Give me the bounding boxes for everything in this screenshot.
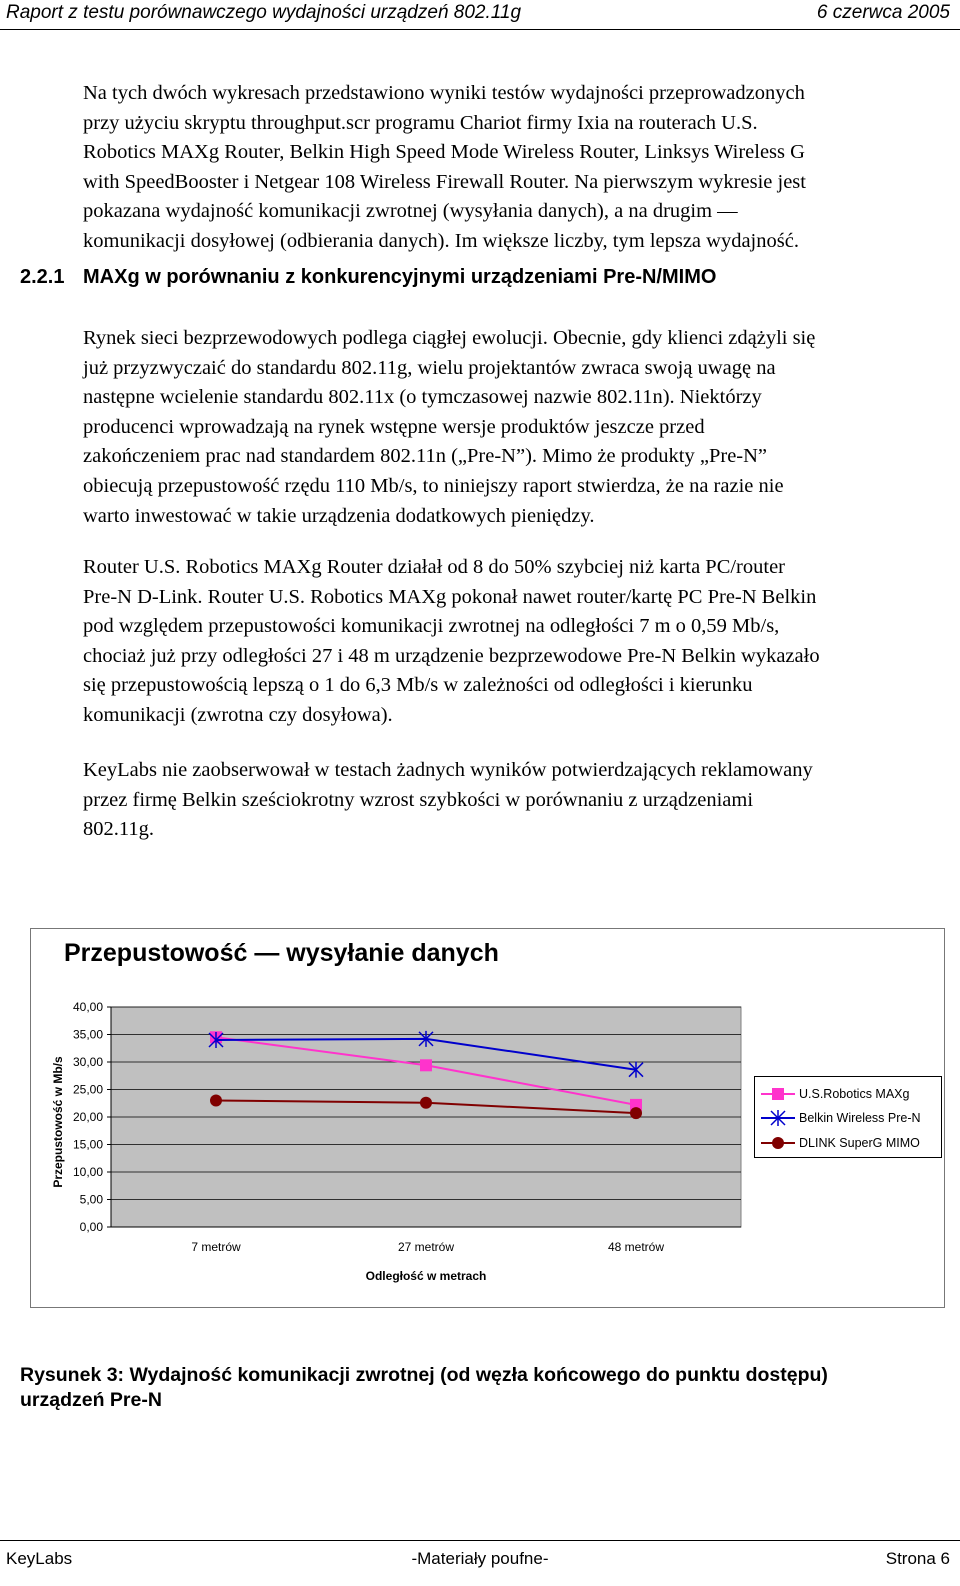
y-tick-label: 35,00 bbox=[72, 1027, 103, 1042]
legend-item-usr bbox=[759, 1084, 941, 1104]
x-tick-label: 7 metrów bbox=[191, 1240, 241, 1254]
x-tick-label: 48 metrów bbox=[607, 1240, 665, 1254]
data-point-0-1 bbox=[420, 1059, 432, 1071]
y-tick-label: 0,00 bbox=[79, 1220, 103, 1234]
legend-marker-0 bbox=[772, 1088, 784, 1100]
y-tick-label: 25,00 bbox=[72, 1082, 103, 1097]
y-tick-label: 15,00 bbox=[72, 1137, 103, 1152]
page-header bbox=[0, 0, 960, 30]
y-tick-label: 30,00 bbox=[72, 1055, 103, 1069]
y-tick-label: 10,00 bbox=[72, 1165, 103, 1179]
paragraph-keylabs: KeyLabs nie zaobserwował w testach żadnych wyników potwierdzających reklamowany przez firmę Belkin sześciokrotny wzrost szybkości w porównaniu z urządzeniami 802.11g. bbox=[83, 759, 813, 841]
legend-marker-circle bbox=[759, 1133, 799, 1153]
chart-container bbox=[30, 928, 945, 1308]
legend-marker-square bbox=[759, 1084, 799, 1104]
footer-left: KeyLabs bbox=[6, 1549, 73, 1568]
y-tick-label: 40,00 bbox=[72, 1000, 103, 1014]
header-date: 6 czerwca 2005 bbox=[816, 2, 950, 23]
legend-marker-2 bbox=[772, 1137, 784, 1149]
x-axis-title: Odległość w metrach bbox=[365, 1269, 487, 1283]
data-point-2-0 bbox=[210, 1095, 222, 1107]
chart-legend bbox=[754, 1076, 942, 1158]
paragraph-router: Router U.S. Robotics MAXg Router działał od 8 do 50% szybciej niż karta PC/router Pre-N D-Link. Router U.S. Robotics MAXg pokonał nawet router/kartę PC Pre-N Belkin pod względem przepustowości komunikacji zwrotnej na odległości 7 m o 0,59 Mb/s, chociaż już przy odległości 27 i 48 m urządzenie bezprzewodowe Pre-N Belkin wykazało się przepustowością lepszą o 1 do 6,3 Mb/s w zależności od odległości i kierunku komunikacji (zwrotna czy dosyłowa). bbox=[83, 556, 820, 726]
intro-paragraph: Na tych dwóch wykresach przedstawiono wyniki testów wydajności przeprowadzonych przy użyciu skryptu throughput.scr programu Chariot firmy Ixia na routerach U.S. Robotics MAXg Router, Belkin High Speed Mode Wireless Router, Linksys Wireless G with SpeedBooster i Netgear 108 Wireless Firewall Router. Na pierwszym wykresie jest pokazana wydajność komunikacji zwrotnej (wysyłania danych), a na drugim — komunikacji dosyłowej (odbierania danych). Im większe liczby, tym lepsza wydajność. bbox=[83, 82, 806, 252]
y-tick-label: 20,00 bbox=[72, 1110, 103, 1124]
legend-marker-star bbox=[759, 1108, 799, 1128]
legend-label-usr: U.S.Robotics MAXg bbox=[799, 1087, 910, 1101]
footer-center: -Materiały poufne- bbox=[411, 1549, 549, 1568]
figure-caption: Rysunek 3: Wydajność komunikacji zwrotnej (od węzła końcowego do punktu dostępu) urządzeń Pre-N bbox=[20, 1364, 828, 1411]
section-number: 2.2.1 bbox=[20, 266, 65, 288]
data-point-2-1 bbox=[420, 1097, 432, 1109]
footer-page-number: Strona 6 bbox=[885, 1549, 950, 1568]
page-footer bbox=[0, 1540, 960, 1586]
paragraph-rynek: Rynek sieci bezprzewodowych podlega ciągłej ewolucji. Obecnie, gdy klienci zdążyli się już przyzwyczaić do standardu 802.11g, wielu projektantów zwraca swoją uwagę na następne wcielenie standardu 802.11x (o tymczasowej nazwie 802.11n). Niektórzy producenci wprowadzają na rynek wstępne wersje produktów jeszcze przed zakończeniem prac nad standardem 802.11n („Pre-N”). Mimo że produkty „Pre-N” obiecują przepustowość rzędu 110 Mb/s, to niniejszy raport stwierdza, że na razie nie warto inwestować w takie urządzenia dodatkowych pieniędzy. bbox=[83, 327, 816, 527]
chart-title: Przepustowość — wysyłanie danych bbox=[64, 939, 499, 967]
data-point-2-2 bbox=[630, 1107, 642, 1119]
x-tick-label: 27 metrów bbox=[397, 1240, 455, 1254]
legend-item-dlink bbox=[759, 1133, 941, 1153]
y-tick-label: 5,00 bbox=[79, 1192, 103, 1207]
legend-label-belkin: Belkin Wireless Pre-N bbox=[799, 1111, 921, 1125]
section-title: MAXg w porównaniu z konkurencyjnymi urządzeniami Pre-N/MIMO bbox=[83, 266, 717, 288]
header-title: Raport z testu porównawczego wydajności urządzeń 802.11g bbox=[6, 2, 522, 23]
y-axis-title: Przepustowość w Mb/s bbox=[51, 1056, 65, 1188]
legend-label-dlink: DLINK SuperG MIMO bbox=[799, 1136, 920, 1150]
legend-item-belkin bbox=[759, 1108, 941, 1128]
